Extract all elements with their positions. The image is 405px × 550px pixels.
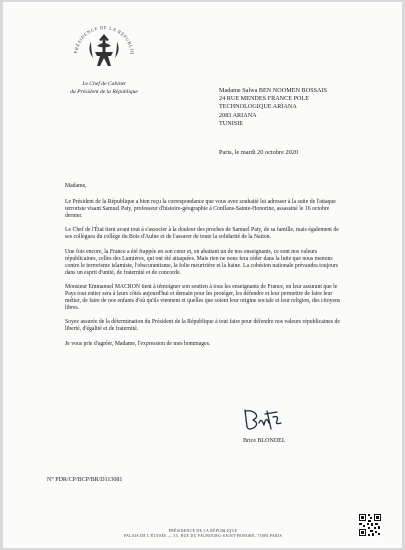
recipient-address	[219, 87, 327, 128]
letter-page	[3, 2, 402, 548]
handwritten-signature	[233, 405, 293, 435]
seal-text: PRÉSIDENCE DE LA RÉPUBLIQ	[73, 24, 136, 56]
salutation: Madame,	[65, 183, 87, 189]
paragraph: Une fois encore, la France a été frappée en son cœur et, en abattant un de nos enseignants, ce sont nos valeurs républicaines, celles des Lumières, qui ont été attaquées. Mais rien ne nous fera céder dans la lutte que nous menons contre le terrorisme islamiste, l'obscurantisme, la folie meurtrière et la haine. La cohésion nationale prévaudra toujours dans un esprit d'unité, de fraternité et de concorde.	[65, 248, 339, 276]
letter-date: Paris, le mardi 20 octobre 2020	[219, 149, 299, 156]
paragraph: Soyez assurée de la détermination du Président de la République à tout faire pour défendre nos valeurs républicaines de liberté, d'égalité et de fraternité.	[65, 319, 340, 333]
paragraph: Monsieur Emmanuel MACRON tient à témoigner son soutien à tous les enseignants de France, en leur assurant que le Pays tout entier sera à leurs côtés aujourd'hui et demain pour les protéger, les défendre et leur permettre de faire leur métier, de faire de nos enfants d'où qu'ils viennent et quelles que soient leur origine sociale et leur religion, des citoyens libres.	[65, 283, 341, 312]
cabinet-block	[39, 80, 169, 96]
cabinet-title: Le Chef de Cabinet	[82, 81, 126, 87]
letter-body	[65, 183, 342, 355]
letter-footer	[63, 529, 343, 539]
paragraph: Je vous prie d'agréer, Madame, l'expression de mes hommages.	[65, 340, 211, 347]
footer-line-1: PRÉSIDENCE DE LA RÉPUBLIQUE	[168, 529, 238, 533]
paragraph: Le Président de la République a bien reçu la correspondance que vous avez souhaité lui adresser à la suite de l'attaque terroriste visant Samuel Paty, professeur d'histoire-géographie à Conflans-Sainte-Honorine, assassiné le 16 octobre dernier.	[65, 199, 336, 220]
recipient-place: TECHNOLOGIQUE ARIANA	[219, 103, 297, 111]
recipient-country: TUNISIE	[219, 119, 244, 127]
qr-code-icon	[358, 513, 382, 537]
cabinet-subtitle: du Président de la République	[70, 89, 138, 95]
reference-number: N° PDR/CP/BCP/BR/D113081	[47, 477, 123, 483]
presidential-seal-icon	[69, 16, 139, 86]
recipient-street: 24 RUE MENDES FRANCE POLE	[219, 95, 310, 103]
recipient-name: Madame Salwa BEN NOOMEN BOSSAIS	[219, 87, 327, 94]
recipient-city: 2083 ARIANA	[219, 111, 257, 119]
footer-line-2: PALAIS DE L'ÉLYSÉE — 55, RUE DU FAUBOURG-SAINT-HONORÉ, 75008 PARIS	[123, 534, 283, 539]
signatory-name: Brice BLONDEL	[243, 438, 286, 444]
svg-text:PRÉSIDENCE DE LA RÉPUBLIQUE	[69, 16, 135, 55]
paragraph: Le Chef de l'État tient avant tout à s'associer à la douleur des proches de Samuel Paty, de sa famille, mais également de ses collègues du collège du Bois d'Aulne et de l'assurer de toute la solidarité de la Nation.	[65, 227, 339, 241]
